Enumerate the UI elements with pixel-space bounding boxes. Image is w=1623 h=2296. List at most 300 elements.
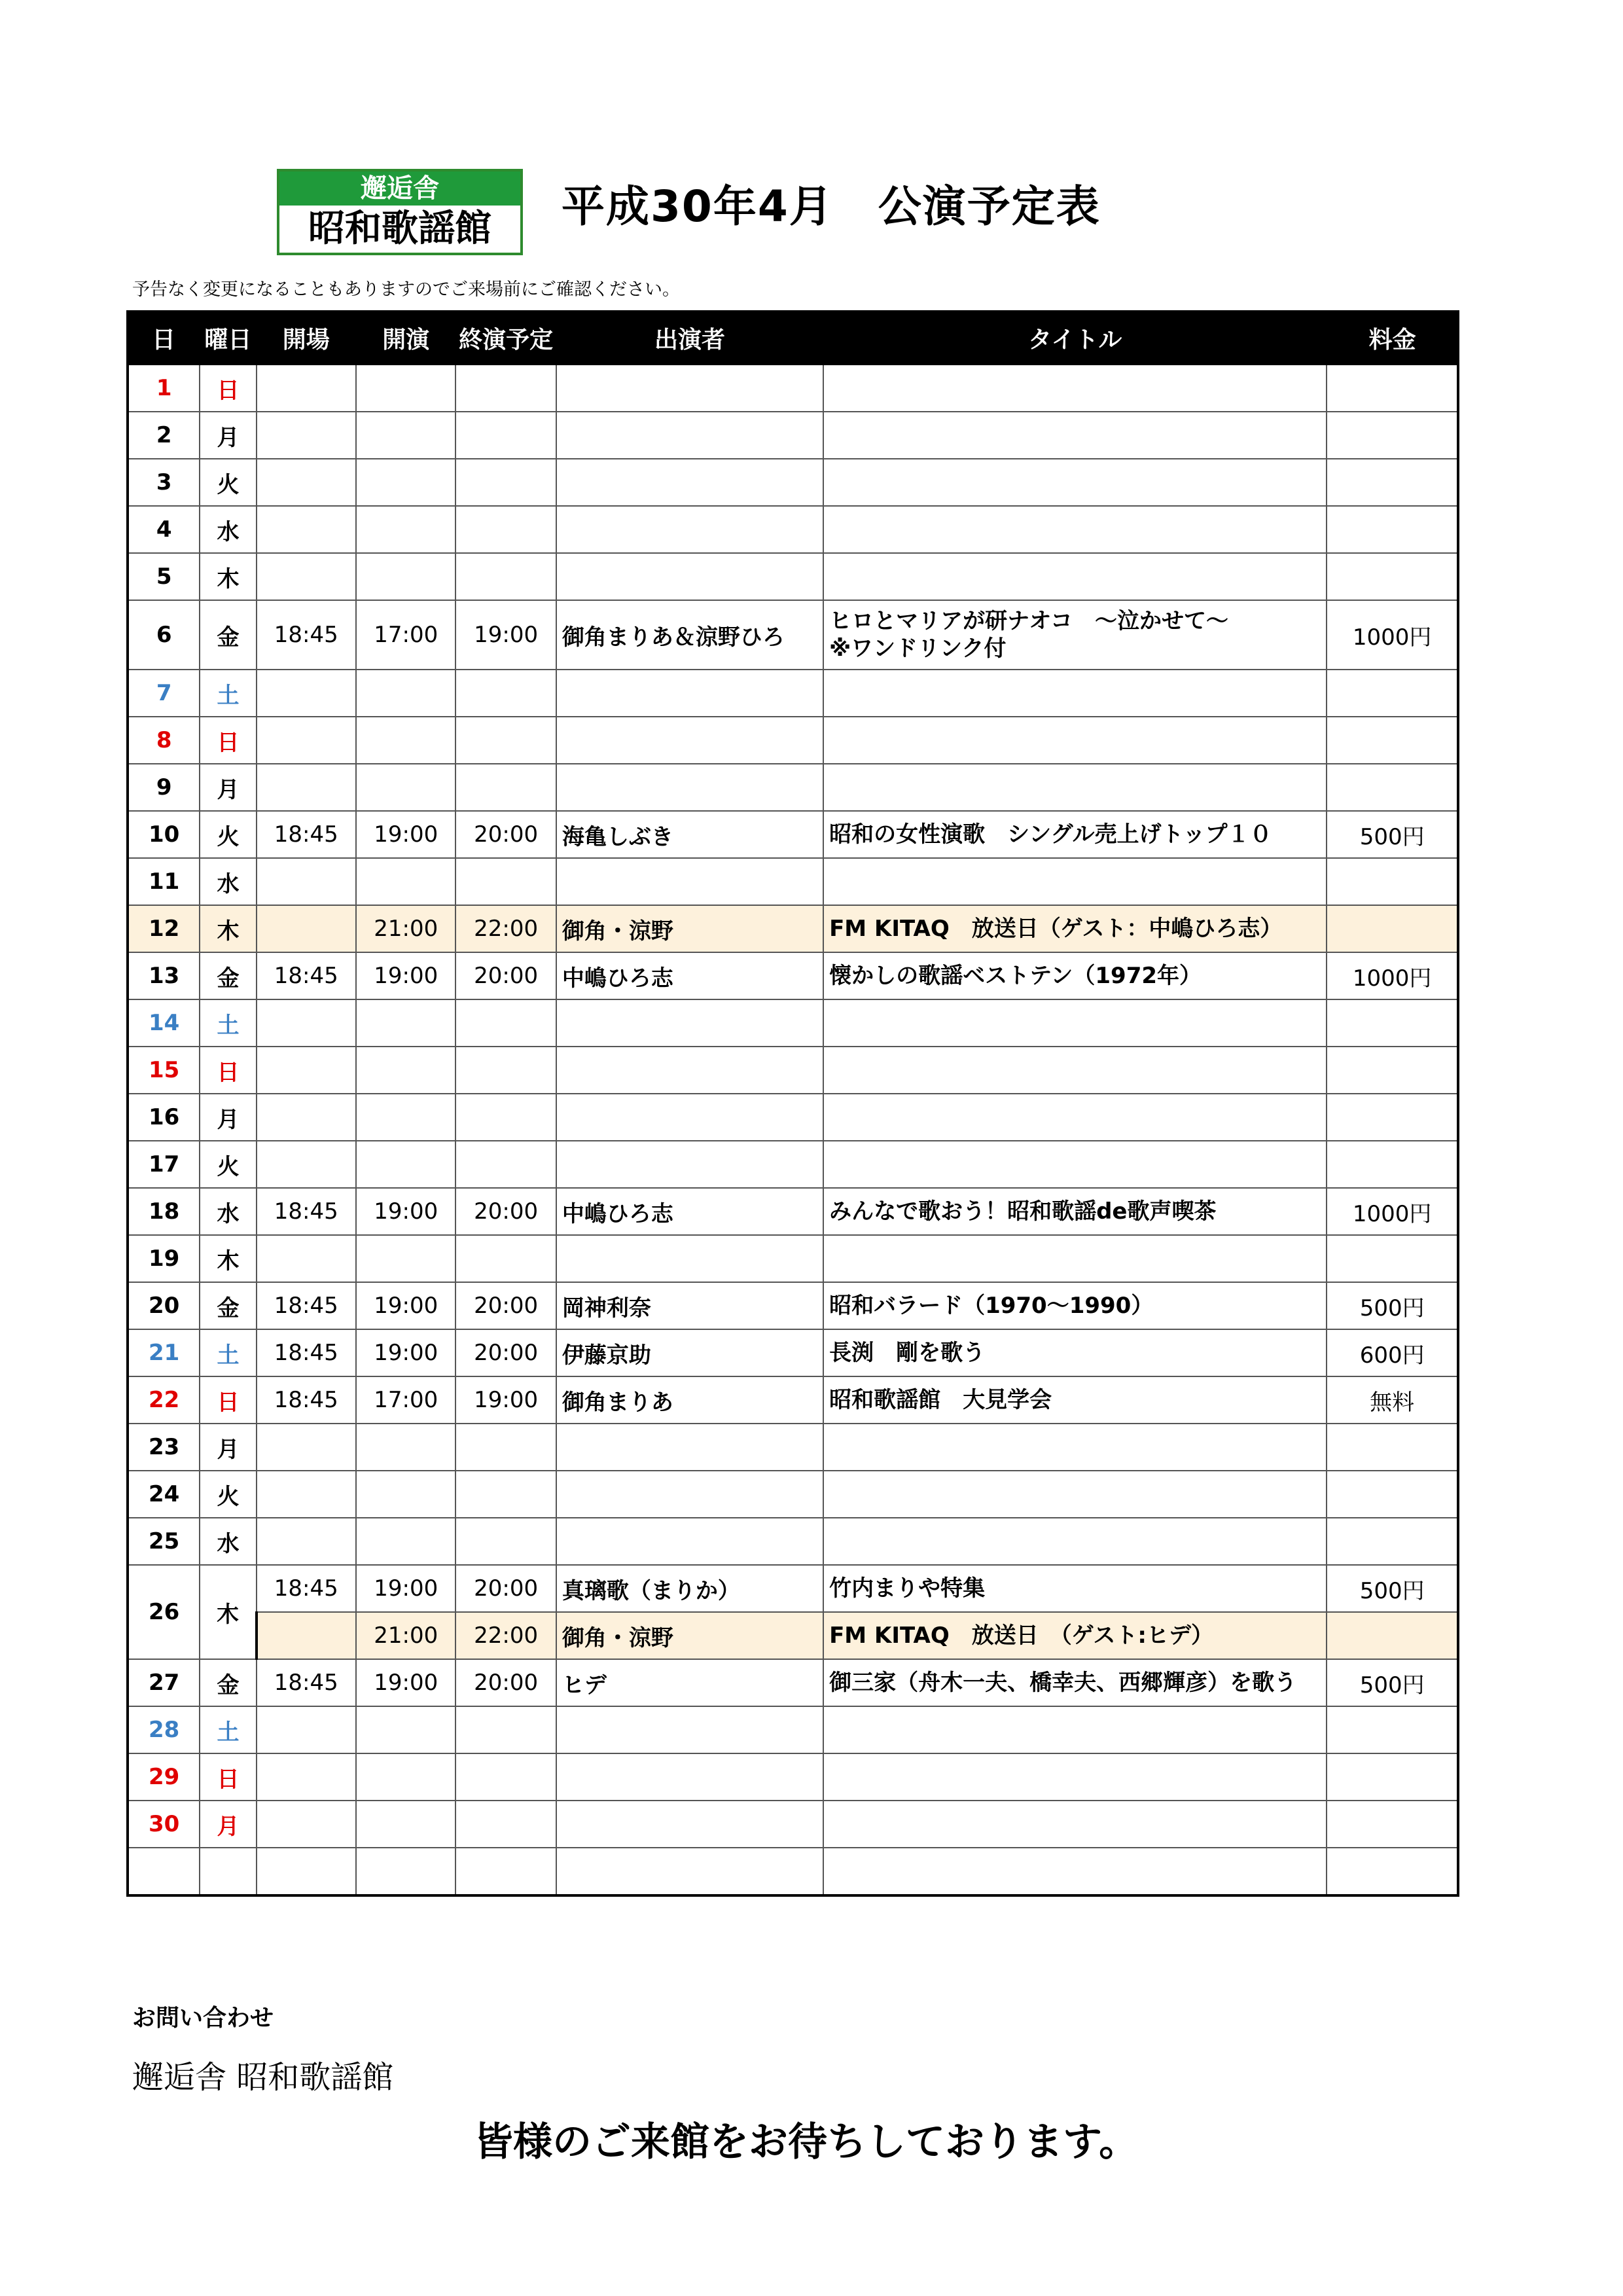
weekday-cell: 日 xyxy=(200,1753,256,1801)
event-title-cell xyxy=(823,412,1327,459)
end-time-cell xyxy=(455,1141,556,1188)
logo-top-text: 邂逅舎 xyxy=(279,171,520,206)
end-time-cell xyxy=(455,1706,556,1753)
day-cell: 2 xyxy=(128,412,200,459)
event-title-cell xyxy=(823,717,1327,764)
fee-cell xyxy=(1327,1848,1458,1895)
doors-open-cell: 18:45 xyxy=(257,600,356,670)
event-title-cell: 昭和の女性演歌 シングル売上げトップ１０ xyxy=(823,811,1327,858)
doors-open-cell xyxy=(257,1094,356,1141)
fee-cell xyxy=(1327,1801,1458,1848)
event-title-cell xyxy=(823,1094,1327,1141)
fee-cell xyxy=(1327,858,1458,905)
start-time-cell: 19:00 xyxy=(356,1282,455,1329)
start-time-cell xyxy=(356,1801,455,1848)
table-row xyxy=(128,1282,1458,1329)
doors-open-cell: 18:45 xyxy=(257,1329,356,1376)
day-cell: 11 xyxy=(128,858,200,905)
start-time-cell xyxy=(356,999,455,1047)
event-title-cell: 竹内まりや特集 xyxy=(823,1565,1327,1612)
end-time-cell xyxy=(455,1471,556,1518)
end-time-cell: 20:00 xyxy=(455,1659,556,1706)
fee-cell: 500円 xyxy=(1327,1659,1458,1706)
day-cell: 4 xyxy=(128,506,200,553)
fee-cell xyxy=(1327,1094,1458,1141)
doors-open-cell xyxy=(257,506,356,553)
performer-cell: 岡神利奈 xyxy=(556,1282,823,1329)
end-time-cell: 19:00 xyxy=(455,1376,556,1424)
end-time-cell xyxy=(455,1424,556,1471)
end-time-cell xyxy=(455,553,556,600)
start-time-cell: 19:00 xyxy=(356,952,455,999)
day-cell: 1 xyxy=(128,364,200,412)
table-row xyxy=(128,553,1458,600)
table-row xyxy=(128,717,1458,764)
doors-open-cell: 18:45 xyxy=(257,1282,356,1329)
event-title-cell xyxy=(823,459,1327,506)
weekday-cell: 火 xyxy=(200,1141,256,1188)
performer-cell: 中嶋ひろ志 xyxy=(556,1188,823,1235)
day-cell: 9 xyxy=(128,764,200,811)
table-row xyxy=(128,506,1458,553)
start-time-cell xyxy=(356,1848,455,1895)
header-performer: 出演者 xyxy=(556,312,823,364)
table-row xyxy=(128,670,1458,717)
weekday-cell: 木 xyxy=(200,553,256,600)
event-title-cell xyxy=(823,1801,1327,1848)
start-time-cell xyxy=(356,764,455,811)
day-cell: 16 xyxy=(128,1094,200,1141)
table-row xyxy=(128,1471,1458,1518)
event-title-cell xyxy=(823,1471,1327,1518)
page-title: 平成30年4月 公演予定表 xyxy=(562,181,1101,232)
start-time-cell xyxy=(356,412,455,459)
table-row xyxy=(128,1047,1458,1094)
event-title-cell xyxy=(823,1141,1327,1188)
day-cell: 28 xyxy=(128,1706,200,1753)
fee-cell xyxy=(1327,1141,1458,1188)
event-title-cell xyxy=(823,1235,1327,1282)
event-title-cell: 懐かしの歌謡ベストテン（1972年） xyxy=(823,952,1327,999)
end-time-cell xyxy=(455,717,556,764)
fee-cell: 500円 xyxy=(1327,1565,1458,1612)
fee-cell xyxy=(1327,1753,1458,1801)
end-time-cell xyxy=(455,1801,556,1848)
fee-cell: 600円 xyxy=(1327,1329,1458,1376)
start-time-cell xyxy=(356,1706,455,1753)
fee-cell xyxy=(1327,717,1458,764)
day-cell: 5 xyxy=(128,553,200,600)
day-cell: 27 xyxy=(128,1659,200,1706)
event-title-cell: 長渕 剛を歌う xyxy=(823,1329,1327,1376)
performer-cell xyxy=(556,1047,823,1094)
performer-cell xyxy=(556,1753,823,1801)
fee-cell xyxy=(1327,553,1458,600)
performer-cell: 御角・涼野 xyxy=(556,1612,823,1659)
start-time-cell xyxy=(356,553,455,600)
table-row xyxy=(128,1376,1458,1424)
event-title-cell xyxy=(823,553,1327,600)
table-row xyxy=(128,1612,1458,1659)
end-time-cell: 22:00 xyxy=(455,905,556,952)
day-cell: 19 xyxy=(128,1235,200,1282)
start-time-cell xyxy=(356,506,455,553)
table-row xyxy=(128,1565,1458,1612)
performer-cell xyxy=(556,506,823,553)
start-time-cell: 19:00 xyxy=(356,1659,455,1706)
weekday-cell: 水 xyxy=(200,506,256,553)
fee-cell xyxy=(1327,412,1458,459)
weekday-cell: 水 xyxy=(200,1188,256,1235)
doors-open-cell xyxy=(257,1424,356,1471)
performer-cell xyxy=(556,1471,823,1518)
end-time-cell xyxy=(455,1235,556,1282)
doors-open-cell xyxy=(257,1753,356,1801)
event-title-cell xyxy=(823,1047,1327,1094)
contact-name: 邂逅舎 昭和歌謡館 xyxy=(132,2059,394,2096)
fee-cell: 500円 xyxy=(1327,811,1458,858)
day-cell: 6 xyxy=(128,600,200,670)
doors-open-cell xyxy=(257,1801,356,1848)
event-title-cell xyxy=(823,506,1327,553)
table-row xyxy=(128,811,1458,858)
day-cell: 29 xyxy=(128,1753,200,1801)
day-cell: 7 xyxy=(128,670,200,717)
performer-cell xyxy=(556,858,823,905)
performer-cell xyxy=(556,553,823,600)
event-title-cell xyxy=(823,999,1327,1047)
table-row xyxy=(128,952,1458,999)
fee-cell xyxy=(1327,1612,1458,1659)
start-time-cell xyxy=(356,1518,455,1565)
end-time-cell xyxy=(455,364,556,412)
closing-message: 皆様のご来館をお待ちしております。 xyxy=(474,2119,1139,2165)
day-cell: 30 xyxy=(128,1801,200,1848)
event-title-cell xyxy=(823,1424,1327,1471)
fee-cell: 1000円 xyxy=(1327,600,1458,670)
table-row xyxy=(128,1518,1458,1565)
weekday-cell: 日 xyxy=(200,364,256,412)
table-row xyxy=(128,1188,1458,1235)
weekday-cell: 火 xyxy=(200,811,256,858)
event-title-cell: ヒロとマリアが研ナオコ ～泣かせて～ ※ワンドリンク付 xyxy=(823,600,1327,670)
weekday-cell: 日 xyxy=(200,1376,256,1424)
performer-cell xyxy=(556,764,823,811)
weekday-cell: 土 xyxy=(200,1706,256,1753)
fee-cell: 500円 xyxy=(1327,1282,1458,1329)
performer-cell xyxy=(556,412,823,459)
day-cell: 20 xyxy=(128,1282,200,1329)
weekday-cell: 月 xyxy=(200,1424,256,1471)
performer-cell xyxy=(556,364,823,412)
weekday-cell: 月 xyxy=(200,412,256,459)
fee-cell xyxy=(1327,999,1458,1047)
doors-open-cell: 18:45 xyxy=(257,811,356,858)
start-time-cell xyxy=(356,717,455,764)
end-time-cell: 20:00 xyxy=(455,811,556,858)
weekday-cell: 火 xyxy=(200,459,256,506)
event-title-cell: FM KITAQ 放送日 （ゲスト:ヒデ） xyxy=(823,1612,1327,1659)
day-cell: 23 xyxy=(128,1424,200,1471)
doors-open-cell xyxy=(257,1706,356,1753)
weekday-cell: 金 xyxy=(200,952,256,999)
fee-cell xyxy=(1327,364,1458,412)
start-time-cell xyxy=(356,858,455,905)
table-row xyxy=(128,1235,1458,1282)
performer-cell xyxy=(556,459,823,506)
weekday-cell: 木 xyxy=(200,905,256,952)
fee-cell xyxy=(1327,764,1458,811)
start-time-cell: 21:00 xyxy=(356,905,455,952)
change-notice: 予告なく変更になることもありますのでご来場前にご確認ください。 xyxy=(132,279,680,300)
day-cell: 8 xyxy=(128,717,200,764)
day-cell: 21 xyxy=(128,1329,200,1376)
end-time-cell: 20:00 xyxy=(455,1188,556,1235)
performer-cell: 伊藤京助 xyxy=(556,1329,823,1376)
fee-cell xyxy=(1327,1518,1458,1565)
weekday-cell: 水 xyxy=(200,858,256,905)
event-title-cell xyxy=(823,858,1327,905)
doors-open-cell xyxy=(257,412,356,459)
doors-open-cell xyxy=(257,670,356,717)
performer-cell xyxy=(556,1235,823,1282)
event-title-cell xyxy=(823,764,1327,811)
doors-open-cell: 18:45 xyxy=(257,1188,356,1235)
start-time-cell xyxy=(356,1047,455,1094)
end-time-cell xyxy=(455,670,556,717)
start-time-cell xyxy=(356,1471,455,1518)
start-time-cell xyxy=(356,1235,455,1282)
header-row xyxy=(128,312,1458,364)
venue-logo xyxy=(277,169,523,255)
end-time-cell xyxy=(455,506,556,553)
header-end: 終演予定 xyxy=(455,312,556,364)
table-row xyxy=(128,412,1458,459)
weekday-cell: 月 xyxy=(200,764,256,811)
event-title-cell: 御三家（舟木一夫、橋幸夫、西郷輝彦）を歌う xyxy=(823,1659,1327,1706)
start-time-cell: 19:00 xyxy=(356,1329,455,1376)
weekday-cell: 木 xyxy=(200,1565,256,1659)
day-cell: 22 xyxy=(128,1376,200,1424)
weekday-cell: 金 xyxy=(200,1659,256,1706)
header-day: 日 xyxy=(128,312,200,364)
end-time-cell xyxy=(455,858,556,905)
end-time-cell xyxy=(455,459,556,506)
start-time-cell xyxy=(356,1094,455,1141)
weekday-cell: 月 xyxy=(200,1801,256,1848)
fee-cell xyxy=(1327,506,1458,553)
doors-open-cell: 18:45 xyxy=(257,1376,356,1424)
doors-open-cell xyxy=(257,764,356,811)
day-cell: 17 xyxy=(128,1141,200,1188)
performer-cell xyxy=(556,670,823,717)
end-time-cell xyxy=(455,764,556,811)
performer-cell xyxy=(556,1848,823,1895)
header-title: タイトル xyxy=(823,312,1327,364)
table-row xyxy=(128,905,1458,952)
performer-cell xyxy=(556,1141,823,1188)
performer-cell: 御角まりあ xyxy=(556,1376,823,1424)
header-doors-open: 開場 xyxy=(257,312,356,364)
table-row xyxy=(128,364,1458,412)
doors-open-cell xyxy=(257,1141,356,1188)
table-row xyxy=(128,1753,1458,1801)
weekday-cell xyxy=(200,1848,256,1895)
day-cell: 13 xyxy=(128,952,200,999)
performer-cell xyxy=(556,1424,823,1471)
performer-cell xyxy=(556,1094,823,1141)
table-row xyxy=(128,1848,1458,1895)
event-title-cell xyxy=(823,364,1327,412)
end-time-cell: 20:00 xyxy=(455,1565,556,1612)
start-time-cell xyxy=(356,1753,455,1801)
fee-cell xyxy=(1327,1047,1458,1094)
weekday-cell: 金 xyxy=(200,1282,256,1329)
doors-open-cell: 18:45 xyxy=(257,1565,356,1612)
fee-cell: 無料 xyxy=(1327,1376,1458,1424)
schedule-table xyxy=(126,310,1459,1897)
doors-open-cell xyxy=(257,1047,356,1094)
event-title-cell xyxy=(823,670,1327,717)
performer-cell xyxy=(556,1518,823,1565)
doors-open-cell xyxy=(257,1612,356,1659)
day-cell: 24 xyxy=(128,1471,200,1518)
weekday-cell: 木 xyxy=(200,1235,256,1282)
start-time-cell: 21:00 xyxy=(356,1612,455,1659)
fee-cell xyxy=(1327,1235,1458,1282)
doors-open-cell xyxy=(257,459,356,506)
end-time-cell: 20:00 xyxy=(455,952,556,999)
header-fee: 料金 xyxy=(1327,312,1458,364)
weekday-cell: 火 xyxy=(200,1471,256,1518)
day-cell: 18 xyxy=(128,1188,200,1235)
performer-cell xyxy=(556,717,823,764)
table-row xyxy=(128,999,1458,1047)
weekday-cell: 月 xyxy=(200,1094,256,1141)
event-title-cell: 昭和歌謡館 大見学会 xyxy=(823,1376,1327,1424)
start-time-cell xyxy=(356,1141,455,1188)
table-row xyxy=(128,764,1458,811)
doors-open-cell: 18:45 xyxy=(257,952,356,999)
doors-open-cell xyxy=(257,905,356,952)
performer-cell: 真璃歌（まりか） xyxy=(556,1565,823,1612)
table-row xyxy=(128,1094,1458,1141)
event-title-cell: FM KITAQ 放送日（ゲスト：中嶋ひろ志） xyxy=(823,905,1327,952)
start-time-cell: 17:00 xyxy=(356,600,455,670)
end-time-cell: 22:00 xyxy=(455,1612,556,1659)
performer-cell: 御角まりあ＆涼野ひろ xyxy=(556,600,823,670)
day-cell: 10 xyxy=(128,811,200,858)
event-title-cell xyxy=(823,1706,1327,1753)
day-cell xyxy=(128,1848,200,1895)
start-time-cell: 19:00 xyxy=(356,1565,455,1612)
fee-cell xyxy=(1327,1424,1458,1471)
weekday-cell: 土 xyxy=(200,670,256,717)
performer-cell xyxy=(556,1801,823,1848)
weekday-cell: 金 xyxy=(200,600,256,670)
doors-open-cell xyxy=(257,1235,356,1282)
day-cell: 14 xyxy=(128,999,200,1047)
fee-cell: 1000円 xyxy=(1327,1188,1458,1235)
doors-open-cell xyxy=(257,1848,356,1895)
start-time-cell xyxy=(356,364,455,412)
table-row xyxy=(128,459,1458,506)
end-time-cell: 19:00 xyxy=(455,600,556,670)
performer-cell xyxy=(556,1706,823,1753)
fee-cell xyxy=(1327,459,1458,506)
end-time-cell xyxy=(455,999,556,1047)
doors-open-cell xyxy=(257,858,356,905)
event-title-cell xyxy=(823,1753,1327,1801)
table-row xyxy=(128,1801,1458,1848)
start-time-cell xyxy=(356,459,455,506)
fee-cell xyxy=(1327,905,1458,952)
weekday-cell: 土 xyxy=(200,999,256,1047)
end-time-cell xyxy=(455,1094,556,1141)
end-time-cell xyxy=(455,1753,556,1801)
performer-cell: ヒデ xyxy=(556,1659,823,1706)
doors-open-cell: 18:45 xyxy=(257,1659,356,1706)
performer-cell: 海亀しぶき xyxy=(556,811,823,858)
table-row xyxy=(128,600,1458,670)
logo-bottom-text: 昭和歌謡館 xyxy=(308,207,491,250)
performer-cell: 中嶋ひろ志 xyxy=(556,952,823,999)
end-time-cell xyxy=(455,412,556,459)
start-time-cell: 17:00 xyxy=(356,1376,455,1424)
header-start: 開演 xyxy=(356,312,455,364)
end-time-cell xyxy=(455,1518,556,1565)
weekday-cell: 日 xyxy=(200,1047,256,1094)
fee-cell: 1000円 xyxy=(1327,952,1458,999)
contact-label: お問い合わせ xyxy=(132,2005,274,2032)
end-time-cell: 20:00 xyxy=(455,1282,556,1329)
day-cell: 3 xyxy=(128,459,200,506)
event-title-cell xyxy=(823,1518,1327,1565)
doors-open-cell xyxy=(257,999,356,1047)
doors-open-cell xyxy=(257,717,356,764)
table-row xyxy=(128,1329,1458,1376)
day-cell: 12 xyxy=(128,905,200,952)
day-cell: 26 xyxy=(128,1565,200,1659)
weekday-cell: 水 xyxy=(200,1518,256,1565)
performer-cell xyxy=(556,999,823,1047)
event-title-cell: 昭和バラード（1970～1990） xyxy=(823,1282,1327,1329)
start-time-cell xyxy=(356,1424,455,1471)
day-cell: 25 xyxy=(128,1518,200,1565)
table-row xyxy=(128,1706,1458,1753)
fee-cell xyxy=(1327,1471,1458,1518)
table-row xyxy=(128,1424,1458,1471)
event-title-cell: みんなで歌おう！昭和歌謡de歌声喫茶 xyxy=(823,1188,1327,1235)
header-weekday: 曜日 xyxy=(200,312,256,364)
schedule-body xyxy=(128,364,1458,1895)
day-cell: 15 xyxy=(128,1047,200,1094)
start-time-cell: 19:00 xyxy=(356,1188,455,1235)
doors-open-cell xyxy=(257,553,356,600)
table-row xyxy=(128,1659,1458,1706)
end-time-cell xyxy=(455,1047,556,1094)
table-row xyxy=(128,858,1458,905)
doors-open-cell xyxy=(257,364,356,412)
table-row xyxy=(128,1141,1458,1188)
doors-open-cell xyxy=(257,1518,356,1565)
fee-cell xyxy=(1327,670,1458,717)
weekday-cell: 土 xyxy=(200,1329,256,1376)
performer-cell: 御角・涼野 xyxy=(556,905,823,952)
end-time-cell xyxy=(455,1848,556,1895)
end-time-cell: 20:00 xyxy=(455,1329,556,1376)
start-time-cell xyxy=(356,670,455,717)
